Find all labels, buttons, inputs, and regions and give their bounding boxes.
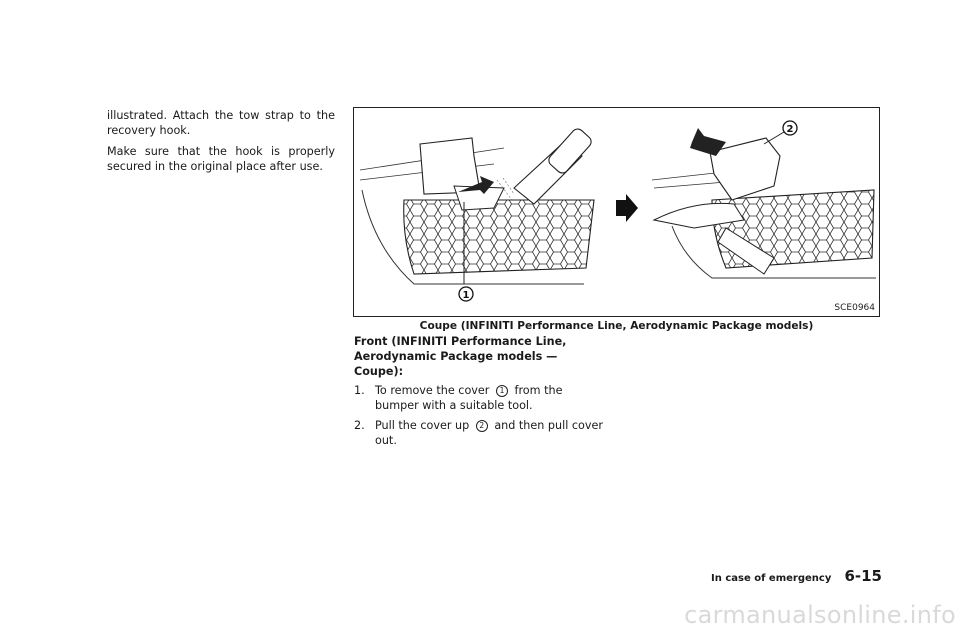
next-step-arrow-icon	[616, 194, 638, 222]
cover-removal-illustration	[353, 107, 880, 317]
svg-text:2: 2	[786, 124, 794, 135]
step-text: Pull the cover up	[375, 419, 470, 432]
right-bumper-drawing	[652, 128, 876, 278]
paragraph-tow-strap: illustrated. Attach the tow strap to the recovery hook.	[107, 109, 335, 137]
step-text: and then pull cover out.	[375, 419, 603, 447]
svg-text:1: 1	[462, 290, 470, 301]
left-column	[107, 108, 335, 180]
callout-1	[459, 287, 473, 301]
page-number: 6-15	[844, 567, 882, 585]
left-bumper-drawing	[360, 127, 594, 284]
front-cover-instructions	[354, 334, 608, 453]
page-footer	[711, 566, 882, 585]
step-2	[354, 418, 608, 448]
step-1	[354, 383, 608, 413]
callout-2	[783, 121, 797, 135]
footer-section-title: In case of emergency	[711, 573, 832, 584]
paragraph-hook-secured: Make sure that the hook is properly secured in the original place after use.	[107, 145, 335, 173]
illustration-drawing	[354, 108, 879, 316]
step-text: To remove the cover	[375, 384, 490, 397]
figure-code: SCE0964	[834, 303, 875, 313]
figure-caption: Coupe (INFINITI Performance Line, Aerodynamic Package models)	[419, 320, 814, 332]
step-text: from the bumper with a suitable tool.	[375, 384, 563, 412]
watermark: carmanualsonline.info	[684, 601, 956, 629]
section-title: Front (INFINITI Performance Line, Aerodynamic Package models — Coupe):	[354, 335, 567, 378]
step-number: 1.	[354, 384, 365, 397]
callout-badge-1: 1	[496, 385, 508, 397]
callout-badge-2: 2	[476, 420, 488, 432]
step-number: 2.	[354, 419, 365, 432]
